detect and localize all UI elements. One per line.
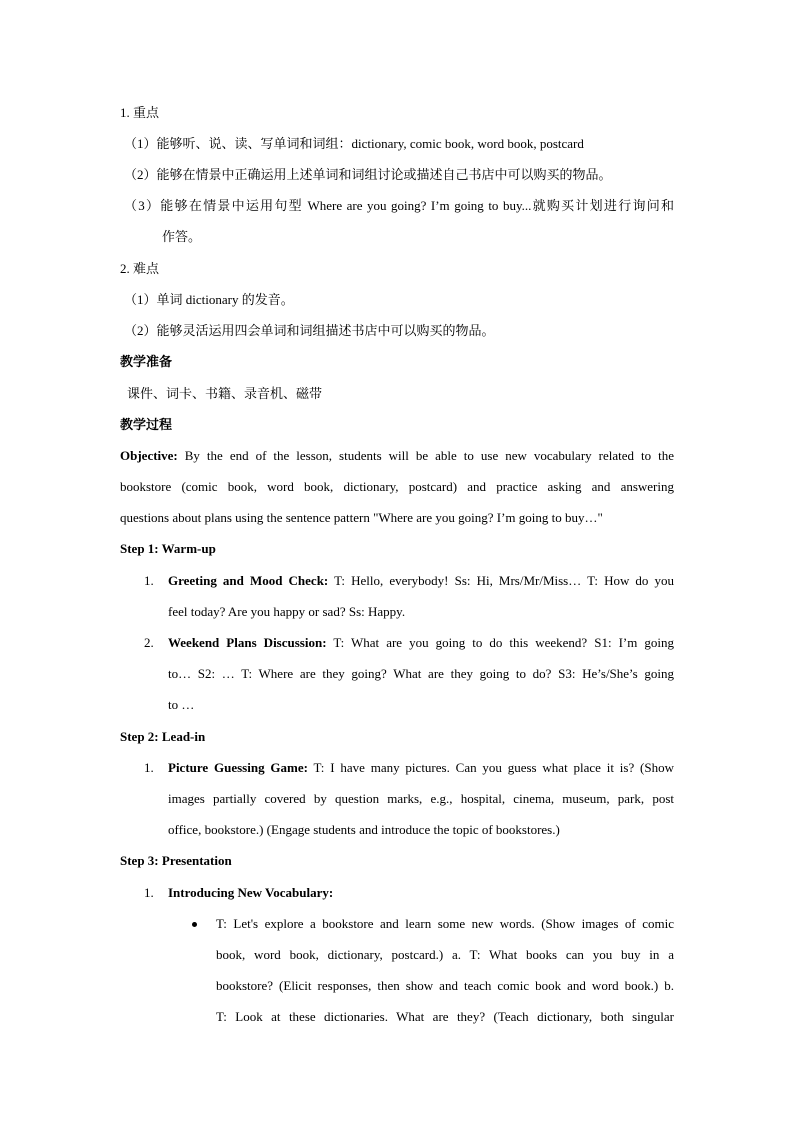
- process-heading: 教学过程: [120, 417, 173, 432]
- step3-bullet-line3: bookstore? (Elicit responses, then show and teach comic book and word book.) b.: [216, 978, 674, 993]
- focus-heading: 1. 重点: [120, 105, 160, 120]
- step3-bullet-line4: T: Look at these dictionaries. What are they? (Teach dictionary, both singular: [216, 1009, 674, 1024]
- focus-item-2: （2）能够在情景中正确运用上述单词和词组讨论或描述自己书店中可以购买的物品。: [124, 167, 612, 182]
- difficulty-item-1: （1）单词 dictionary 的发音。: [124, 292, 294, 307]
- preparation-heading: 教学准备: [120, 354, 173, 369]
- step1-item1-number: 1.: [144, 573, 154, 588]
- step1-item2-line1: [168, 634, 674, 652]
- focus-item-3-cont: 作答。: [162, 229, 202, 244]
- objective-label: Objective:: [120, 448, 178, 463]
- step2-heading: Step 2: Lead-in: [120, 729, 206, 744]
- step1-item2-label: Weekend Plans Discussion:: [168, 635, 327, 650]
- step2-item1-line2: images partially covered by question marks, e.g., hospital, cinema, museum, park, post: [168, 791, 674, 806]
- step3-item1-label: Introducing New Vocabulary:: [168, 885, 334, 900]
- step2-item1-line1: [168, 759, 674, 777]
- objective-line-1: [120, 447, 674, 465]
- step3-bullet-line2: book, word book, dictionary, postcard.) a. T: What books can you buy in a: [216, 947, 674, 962]
- step2-item1-label: Picture Guessing Game:: [168, 760, 308, 775]
- focus-item-3: （3）能够在情景中运用句型 Where are you going? I’m going to buy...就购买计划进行询问和: [124, 198, 674, 213]
- step1-item1-line1: [168, 572, 674, 590]
- step1-item2-number: 2.: [144, 635, 154, 650]
- step3-item1-number: 1.: [144, 885, 154, 900]
- step1-item2-text: T: What are you going to do this weekend? S1: I’m going: [326, 635, 674, 650]
- step1-item1-line2: feel today? Are you happy or sad? Ss: Happy.: [168, 604, 406, 619]
- step3-heading: Step 3: Presentation: [120, 853, 232, 868]
- step2-item1-text: T: I have many pictures. Can you guess what place it is? (Show: [307, 760, 674, 775]
- preparation-content: 课件、词卡、书籍、录音机、磁带: [127, 386, 323, 401]
- objective-line-2: bookstore (comic book, word book, dictionary, postcard) and practice asking and answering: [120, 479, 674, 494]
- step1-item2-line2: to… S2: … T: Where are they going? What are they going to do? S3: He’s/She’s going: [168, 666, 674, 681]
- objective-text-1: By the end of the lesson, students will be able to use new vocabulary related to the: [177, 448, 674, 463]
- step1-item1-label: Greeting and Mood Check:: [168, 573, 329, 588]
- step2-item1-line3: office, bookstore.) (Engage students and introduce the topic of bookstores.): [168, 822, 560, 837]
- step3-bullet-line1: T: Let's explore a bookstore and learn some new words. (Show images of comic: [216, 916, 674, 931]
- objective-line-3: questions about plans using the sentence pattern "Where are you going? I’m going to buy…": [120, 510, 603, 525]
- step2-item1-number: 1.: [144, 760, 154, 775]
- bullet-dot: [192, 922, 197, 927]
- difficulty-item-2: （2）能够灵活运用四会单词和词组描述书店中可以购买的物品。: [124, 323, 495, 338]
- step1-item2-line3: to …: [168, 697, 195, 712]
- step1-heading: Step 1: Warm-up: [120, 541, 216, 556]
- focus-item-1: （1）能够听、说、读、写单词和词组：dictionary, comic book, word book, postcard: [124, 136, 584, 151]
- step1-item1-text: T: Hello, everybody! Ss: Hi, Mrs/Mr/Miss… T: How do you: [328, 573, 674, 588]
- difficulty-heading: 2. 难点: [120, 261, 160, 276]
